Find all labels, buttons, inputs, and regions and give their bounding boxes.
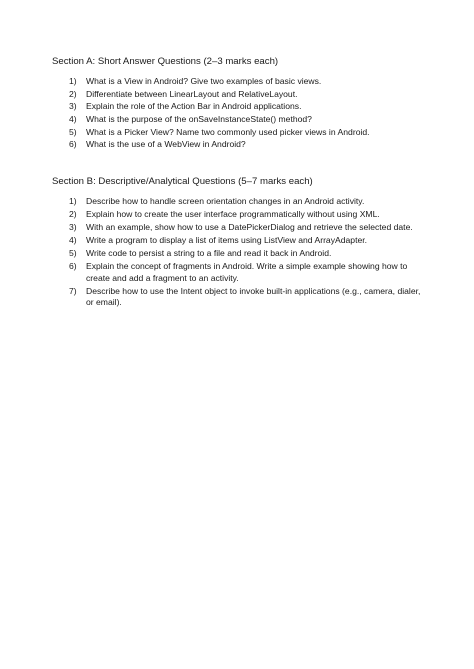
question-number: 1): [69, 196, 77, 206]
question-text: Describe how to use the Intent object to invoke built-in applications (e.g., camera, dialer, or email).: [86, 285, 421, 308]
question-text: Write a program to display a list of items using ListView and ArrayAdapter.: [86, 235, 368, 246]
section-a-question-list: [52, 76, 424, 151]
list-item: [52, 248, 424, 259]
question-number: 7): [69, 285, 77, 296]
list-item: [52, 76, 424, 87]
question-number: 6): [69, 139, 77, 150]
question-text: Differentiate between LinearLayout and RelativeLayout.: [86, 88, 298, 99]
list-item: [52, 127, 424, 138]
question-number: 5): [69, 248, 77, 259]
question-number: 4): [69, 114, 77, 125]
list-item: [52, 209, 424, 220]
list-item: [52, 101, 424, 112]
question-text: What is a Picker View? Name two commonly used picker views in Android.: [86, 126, 370, 137]
question-text: What is the use of a WebView in Android?: [86, 139, 246, 150]
question-number: 4): [69, 235, 77, 246]
question-number: 5): [69, 126, 77, 137]
question-text: Explain the concept of fragments in Android. Write a simple example showing how to create and add a fragment to an activity.: [86, 261, 408, 283]
question-text: Explain how to create the user interface programmatically without using XML.: [86, 209, 380, 220]
question-number: 1): [69, 76, 77, 86]
list-item: [52, 222, 424, 233]
question-text: Describe how to handle screen orientation changes in an Android activity.: [86, 196, 365, 206]
question-number: 3): [69, 101, 77, 112]
list-item: [52, 139, 424, 150]
question-number: 6): [69, 261, 77, 272]
list-item: [52, 286, 424, 309]
question-number: 3): [69, 222, 77, 233]
list-item: [52, 261, 424, 284]
list-item: [52, 89, 424, 100]
question-number: 2): [69, 88, 77, 99]
section-a: [52, 56, 424, 152]
list-item: [52, 196, 424, 207]
question-text: What is the purpose of the onSaveInstanceState() method?: [86, 114, 312, 125]
section-a-title: Section A: Short Answer Questions (2–3 marks each): [52, 56, 279, 67]
section-b-title: Section B: Descriptive/Analytical Questions (5–7 marks each): [52, 176, 313, 187]
list-item: [52, 114, 424, 125]
section-b-question-list: [52, 196, 424, 308]
question-text: Write code to persist a string to a file and read it back in Android.: [86, 248, 332, 259]
section-b: [52, 176, 424, 310]
question-text: What is a View in Android? Give two examples of basic views.: [86, 76, 322, 86]
question-number: 2): [69, 209, 77, 220]
list-item: [52, 235, 424, 246]
question-text: With an example, show how to use a DatePickerDialog and retrieve the selected date.: [86, 222, 413, 233]
question-text: Explain the role of the Action Bar in Android applications.: [86, 101, 302, 112]
